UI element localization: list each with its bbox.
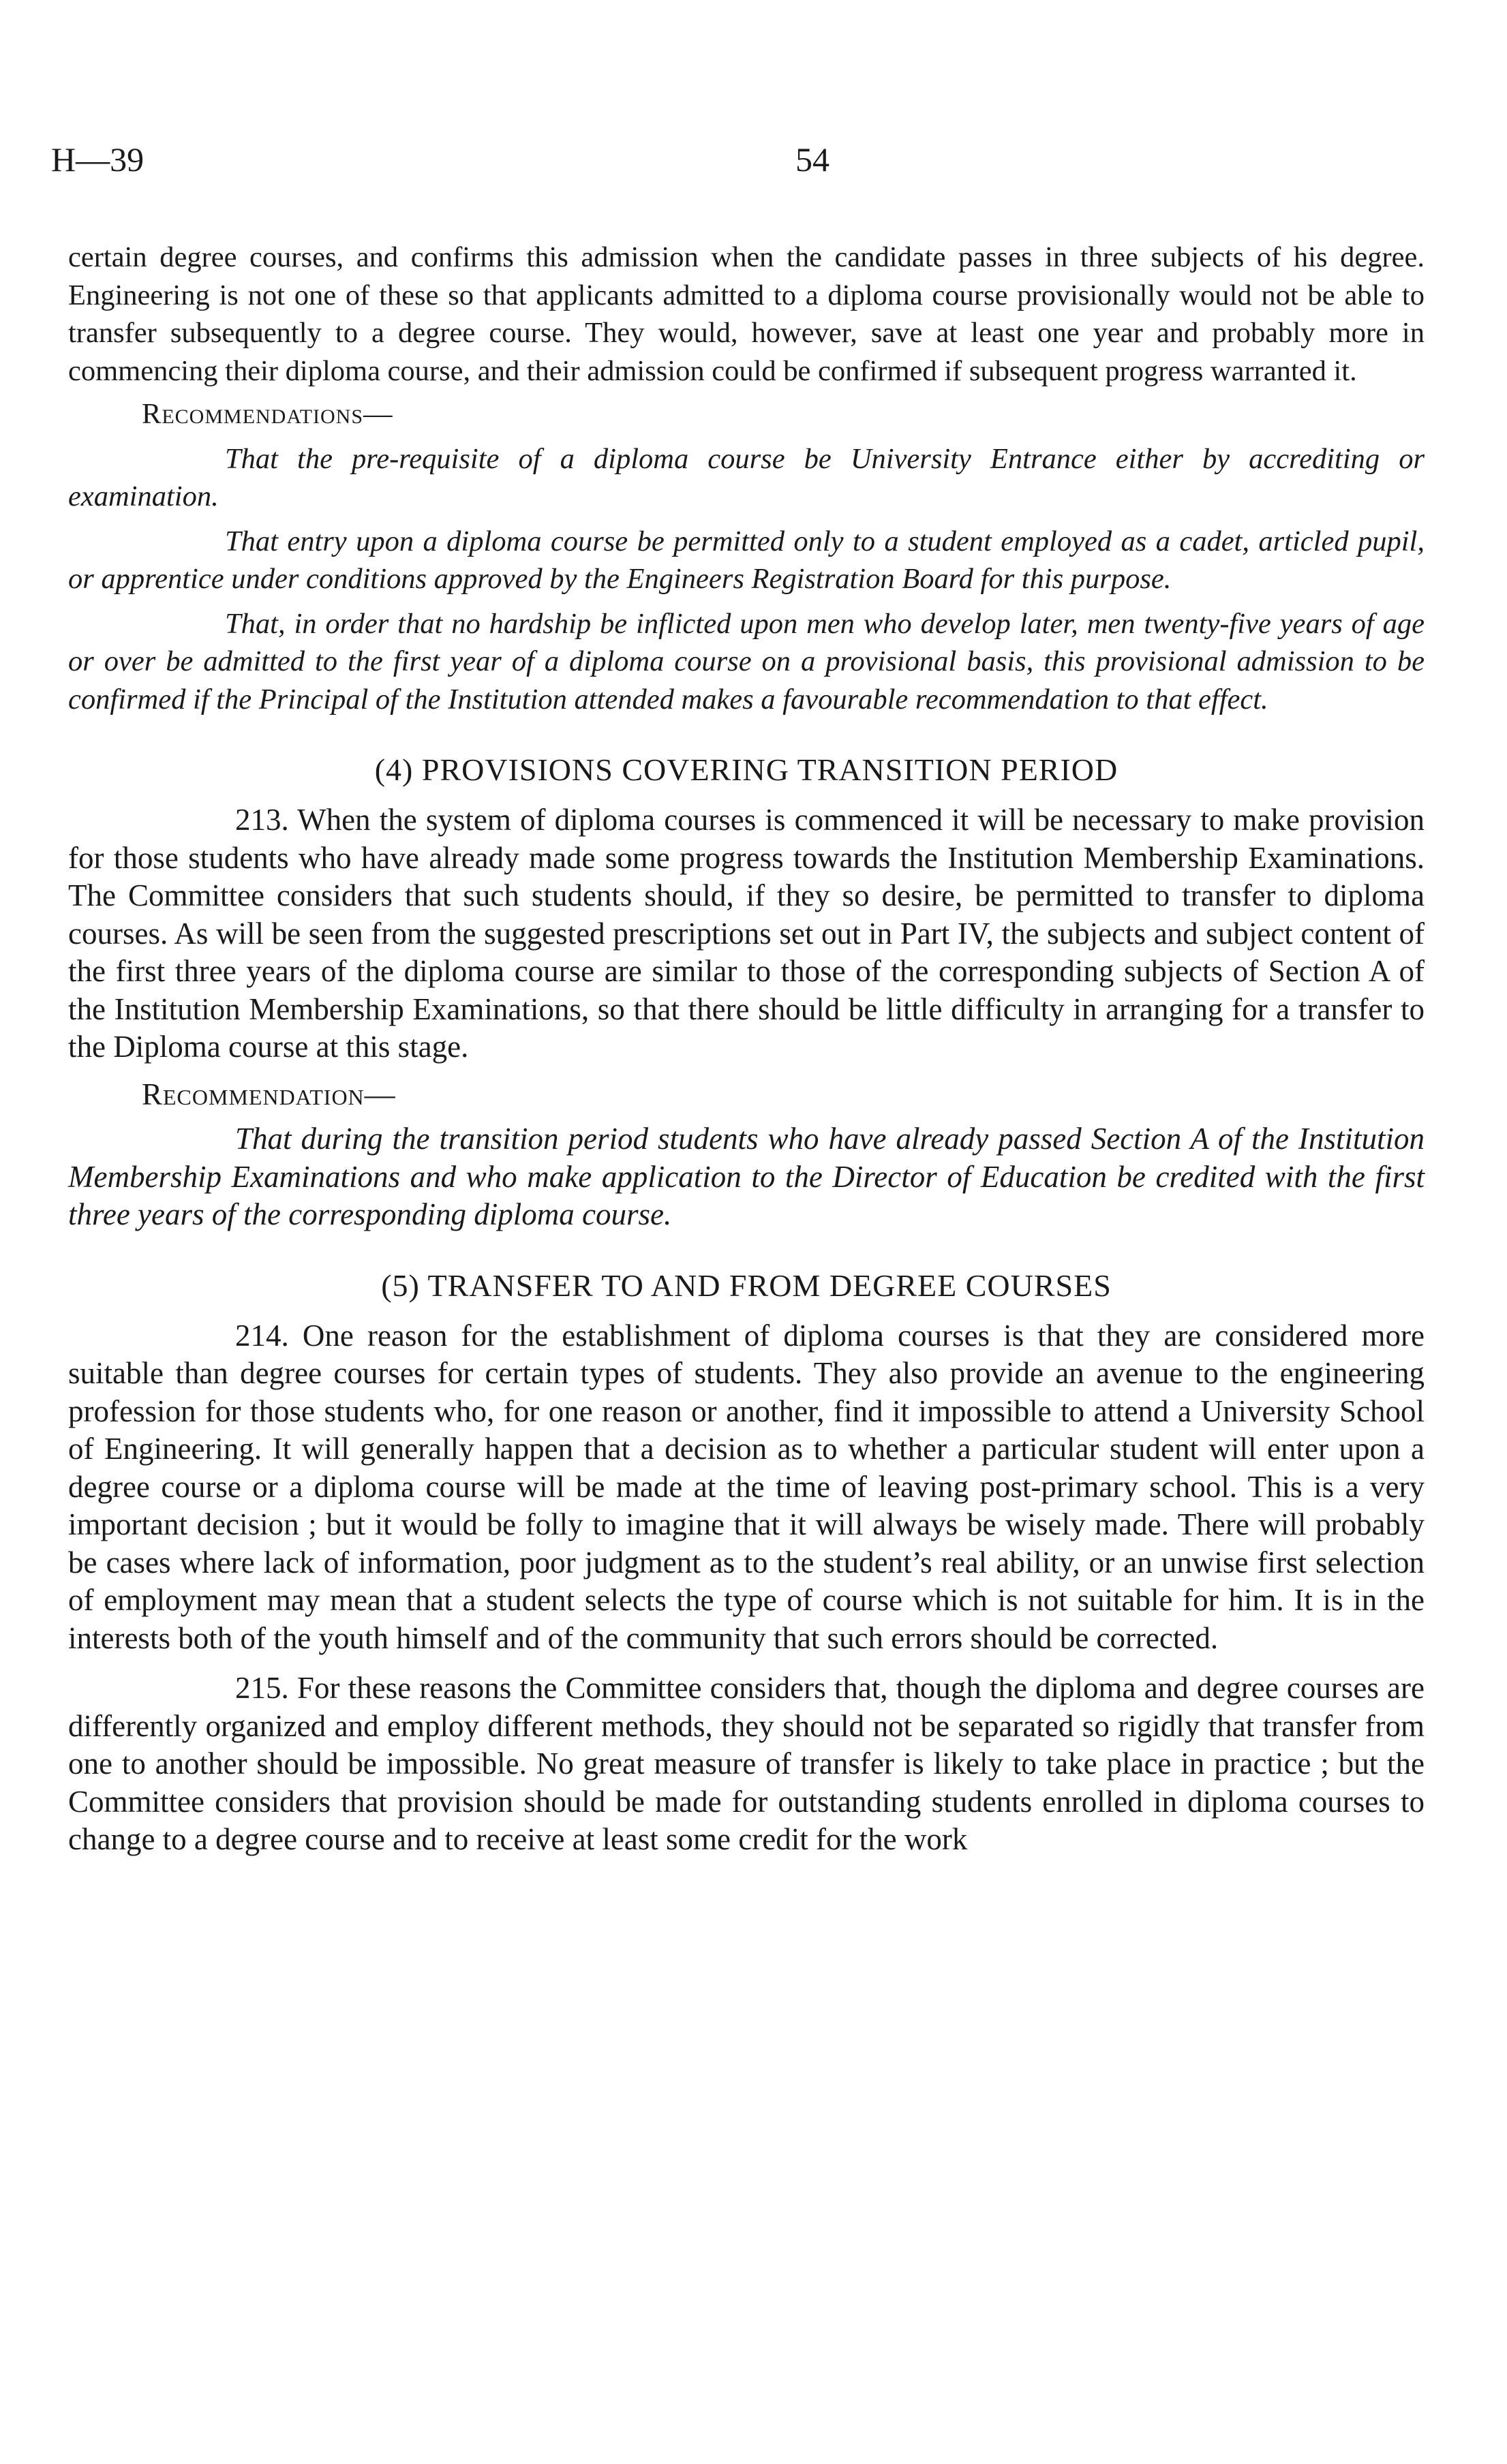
- section-heading-transfer: (5) TRANSFER TO AND FROM DEGREE COURSES: [381, 1267, 1112, 1303]
- recommendation-item: That entry upon a diploma course be permitted only to a student employed as a cadet, articled pupil, or apprentice under conditions approved by the Engineers Registration Board for this purpose.: [68, 525, 1425, 595]
- page-number: 54: [795, 140, 829, 179]
- page-header: [51, 140, 1428, 181]
- recommendations-label: Recommendations—: [142, 398, 393, 430]
- page-body: [68, 238, 1425, 1859]
- recommendation-transition: That during the transition period students who have already passed Section A of the Institution Membership Examinations and who make application to the Director of Education be credited with the first three years of the corresponding diploma course.: [68, 1122, 1425, 1231]
- recommendation-label: Recommendation—: [142, 1077, 396, 1111]
- report-reference: H—39: [51, 140, 144, 179]
- continuation-paragraph: certain degree courses, and confirms this admission when the candidate passes in three subjects of his degree. Engineering is not one of these so that applicants admitted to a diploma course provisionally would not be able to transfer subsequently to a degree course. They would, however, save at least one year and probably more in commencing their diploma course, and their admission could be confirmed if subsequent progress warranted it.: [68, 241, 1425, 387]
- paragraph-213: 213. When the system of diploma courses is commenced it will be necessary to make provision for those students who have already made some progress towards the Institution Membership Examinations. The Committee considers that such students should, if they so desire, be permitted to transfer to diploma courses. As will be seen from the suggested prescriptions set out in Part IV, the subjects and subject content of the first three years of the diploma course are similar to those of the corresponding subjects of Section A of the Institution Membership Examinations, so that there should be little difficulty in arranging for a transfer to the Diploma course at this stage.: [68, 803, 1425, 1064]
- paragraph-215: 215. For these reasons the Committee considers that, though the diploma and degree courses are differently organized and employ different methods, they should not be separated so rigidly that transfer from one to another should be impossible. No great measure of transfer is likely to take place in practice ; but the Committee considers that provision should be made for outstanding students enrolled in diploma courses to change to a degree course and to receive at least some credit for the work: [68, 1671, 1425, 1856]
- paragraph-214: 214. One reason for the establishment of diploma courses is that they are considered more suitable than degree courses for certain types of students. They also provide an avenue to the engineering profession for those students who, for one reason or another, find it impossible to attend a University School of Engineering. It will generally happen that a decision as to whether a particular student will enter upon a degree course or a diploma course will be made at the time of leaving post-primary school. This is a very important decision ; but it would be folly to imagine that it will always be wisely made. There will probably be cases where lack of information, poor judgment as to the student’s real ability, or an unwise first selection of employment may mean that a student selects the type of course which is not suitable for him. It is in the interests both of the youth himself and of the community that such errors should be corrected.: [68, 1318, 1425, 1655]
- section-heading-transition: (4) PROVISIONS COVERING TRANSITION PERIOD: [374, 752, 1118, 787]
- recommendation-item: That the pre-requisite of a diploma course be University Entrance either by accrediting or examination.: [68, 442, 1425, 512]
- recommendation-item: That, in order that no hardship be inflicted upon men who develop later, men twenty-five years of age or over be admitted to the first year of a diploma course on a provisional basis, this provisional admission to be confirmed if the Principal of the Institution attended makes a favourable recommendation to that effect.: [68, 607, 1425, 715]
